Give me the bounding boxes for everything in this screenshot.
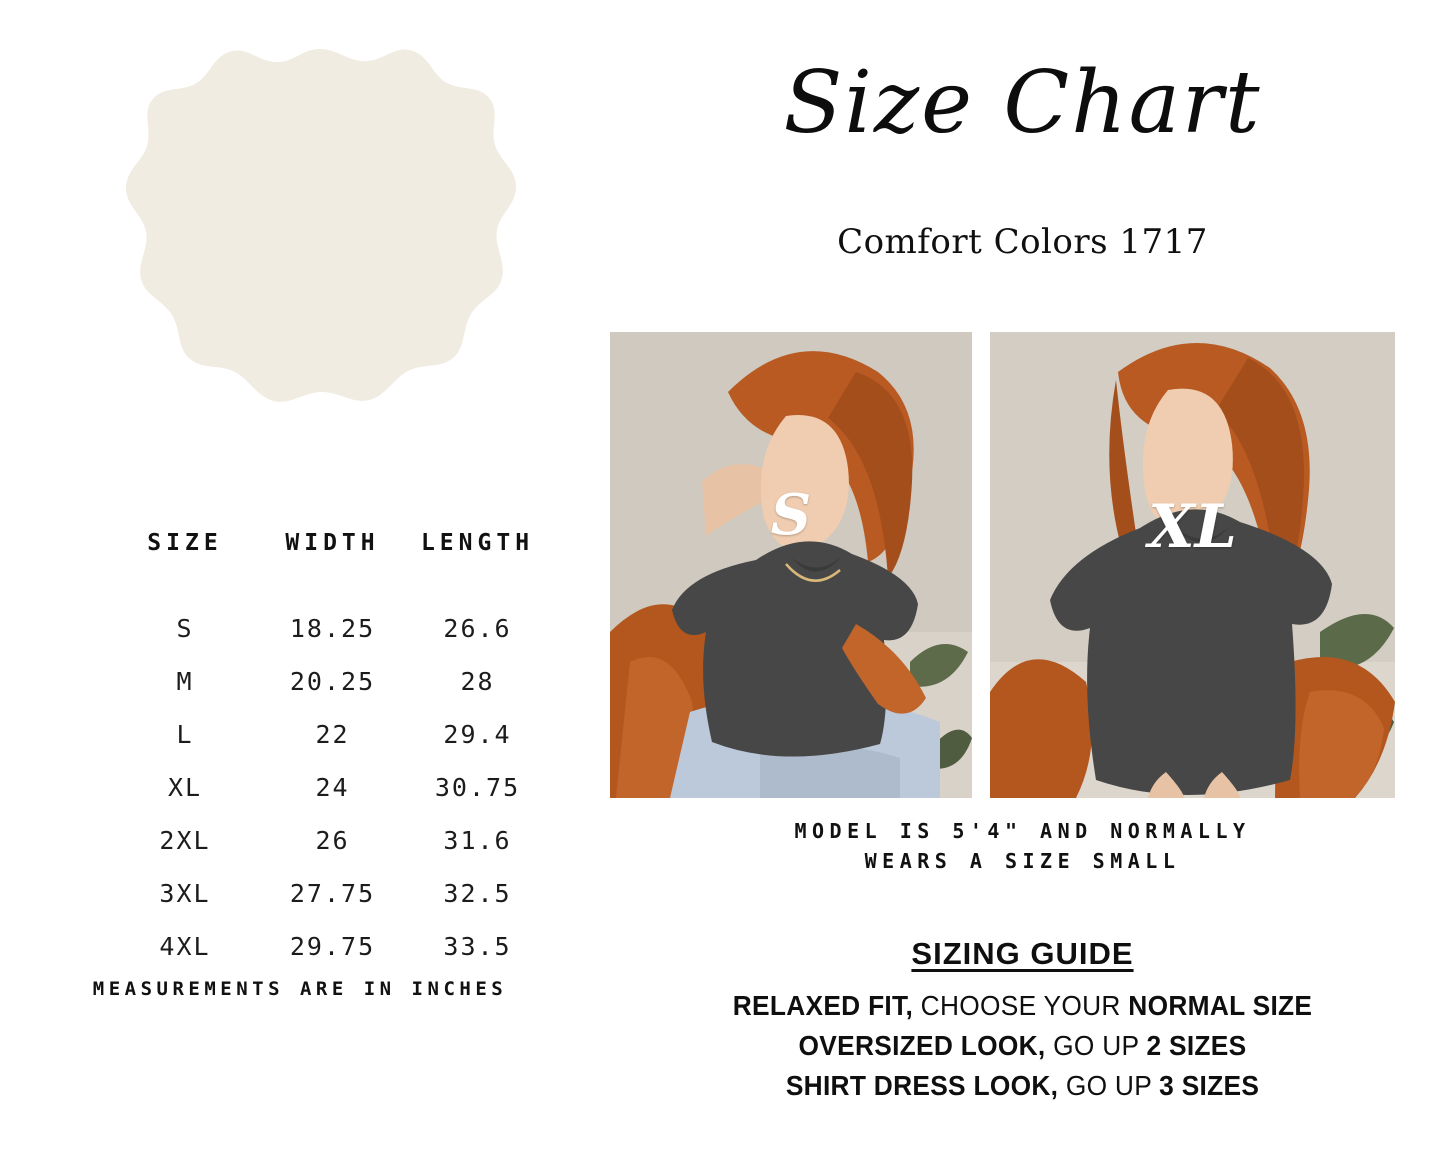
- cell-width: 22: [315, 720, 350, 749]
- cell-size: 2XL: [159, 826, 211, 855]
- left-panel: [0, 0, 600, 1156]
- guide-line-1-bold2: NORMAL SIZE: [1128, 990, 1313, 1021]
- guide-line-3-bold1: SHIRT DRESS LOOK,: [785, 1069, 1059, 1101]
- model-photo-small: [610, 332, 972, 798]
- guide-line-3-bold2: 3 SIZES: [1159, 1069, 1260, 1101]
- column-header-size: SIZE: [147, 530, 223, 556]
- cell-width: 27.75: [289, 879, 376, 908]
- cell-size: L: [176, 720, 194, 749]
- column-header-width: WIDTH: [285, 530, 380, 556]
- cell-width: 20.25: [289, 667, 376, 696]
- cell-length: 30.75: [434, 773, 521, 802]
- table-row: [110, 814, 550, 867]
- page-subtitle: Comfort Colors 1717: [837, 222, 1208, 262]
- sizing-guide-lines: [600, 986, 1445, 1105]
- table-header-row: [110, 530, 550, 602]
- cell-length: 29.4: [443, 720, 512, 749]
- cell-width: 18.25: [289, 614, 376, 643]
- model-note-line2: WEARS A SIZE SMALL: [864, 849, 1181, 873]
- sizing-guide-line: [625, 986, 1419, 1026]
- guide-line-2-plain: GO UP: [1045, 1029, 1147, 1061]
- guide-line-2-bold2: 2 SIZES: [1146, 1029, 1247, 1061]
- cell-width: 24: [315, 773, 350, 802]
- sizing-guide-line: [625, 1026, 1419, 1066]
- size-table: [110, 530, 550, 973]
- cell-length: 28: [460, 667, 495, 696]
- cell-size: 4XL: [159, 932, 211, 961]
- sizing-guide-line: [625, 1066, 1419, 1106]
- model-height-note: [600, 816, 1445, 876]
- table-row: [110, 708, 550, 761]
- model-photo-xl: [990, 332, 1395, 798]
- right-panel: [600, 0, 1445, 1156]
- cell-size: S: [176, 614, 194, 643]
- cell-size: XL: [167, 773, 203, 802]
- guide-line-1-bold1: RELAXED FIT,: [732, 990, 914, 1021]
- table-row: [110, 655, 550, 708]
- cell-width: 26: [315, 826, 350, 855]
- table-row: [110, 920, 550, 973]
- cell-size: 3XL: [159, 879, 211, 908]
- table-row: [110, 602, 550, 655]
- scalloped-blob-placeholder: [120, 45, 520, 455]
- cell-length: 33.5: [443, 932, 512, 961]
- tee-size-label-xl: XL: [1148, 492, 1237, 562]
- page-title: Size Chart: [783, 53, 1262, 153]
- model-photos: [610, 332, 1435, 798]
- cell-length: 26.6: [443, 614, 512, 643]
- table-row: [110, 867, 550, 920]
- cell-size: M: [176, 667, 194, 696]
- column-header-length: LENGTH: [420, 530, 535, 556]
- cell-length: 32.5: [443, 879, 512, 908]
- table-row: [110, 761, 550, 814]
- cell-length: 31.6: [443, 826, 512, 855]
- measurements-note: MEASUREMENTS ARE IN INCHES: [92, 978, 508, 1000]
- model-note-line1: MODEL IS 5'4" AND NORMALLY: [794, 819, 1251, 843]
- tee-size-label-small: S: [770, 482, 812, 548]
- size-table-container: [110, 530, 550, 973]
- cell-width: 29.75: [289, 932, 376, 961]
- sizing-guide-title: SIZING GUIDE: [911, 936, 1134, 971]
- guide-line-1-plain: CHOOSE YOUR: [913, 990, 1129, 1021]
- guide-line-2-bold1: OVERSIZED LOOK,: [798, 1029, 1046, 1061]
- guide-line-3-plain: GO UP: [1058, 1069, 1160, 1101]
- blob-shape: [126, 49, 516, 402]
